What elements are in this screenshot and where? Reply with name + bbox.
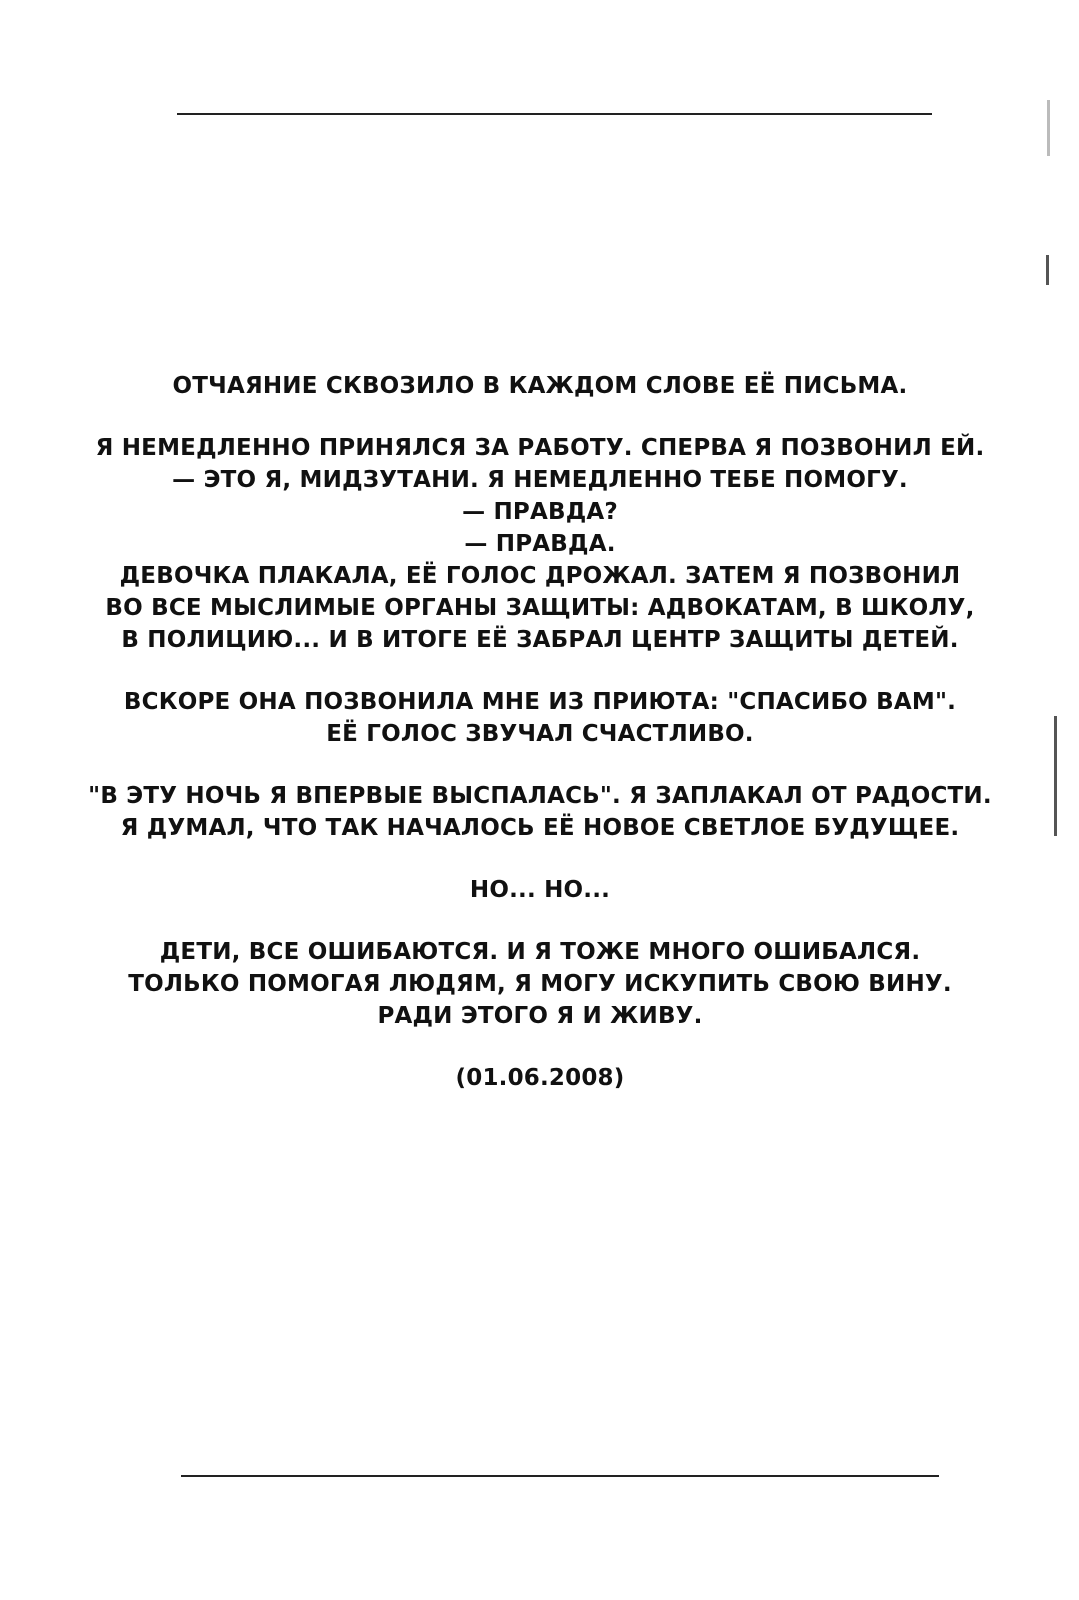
text-line: НО... НО... <box>469 877 611 903</box>
scan-edge-mark <box>1047 100 1050 156</box>
text-line: ОТЧАЯНИЕ СКВОЗИЛО В КАЖДОМ СЛОВЕ ЕЁ ПИСЬМА. <box>172 373 908 399</box>
scan-edge-mark <box>1046 255 1049 285</box>
bottom-divider <box>181 1475 939 1477</box>
text-line: ЕЁ ГОЛОС ЗВУЧАЛ СЧАСТЛИВО. <box>326 721 754 747</box>
text-line: ВО ВСЕ МЫСЛИМЫЕ ОРГАНЫ ЗАЩИТЫ: АДВОКАТАМ, В ШКОЛУ, <box>105 595 975 621</box>
text-line: В ПОЛИЦИЮ... И В ИТОГЕ ЕЁ ЗАБРАЛ ЦЕНТР ЗАЩИТЫ ДЕТЕЙ. <box>121 627 959 653</box>
paragraph-mistakes <box>40 936 1040 1032</box>
paragraph-but <box>40 874 1040 906</box>
text-line: РАДИ ЭТОГО Я И ЖИВУ. <box>377 1003 703 1029</box>
text-line: Я ДУМАЛ, ЧТО ТАК НАЧАЛОСЬ ЕЁ НОВОЕ СВЕТЛОЕ БУДУЩЕЕ. <box>120 815 960 841</box>
text-line: Я НЕМЕДЛЕННО ПРИНЯЛСЯ ЗА РАБОТУ. СПЕРВА Я ПОЗВОНИЛ ЕЙ. <box>95 435 985 461</box>
paragraph-shelter-call <box>40 686 1040 750</box>
text-line: ВСКОРЕ ОНА ПОЗВОНИЛА МНЕ ИЗ ПРИЮТА: "СПАСИБО ВАМ". <box>123 689 957 715</box>
letter-text <box>40 370 1040 1124</box>
text-line: — ПРАВДА. <box>464 531 616 557</box>
paragraph-first-sleep <box>40 780 1040 844</box>
text-line: — ПРАВДА? <box>462 499 618 525</box>
text-line: — ЭТО Я, МИДЗУТАНИ. Я НЕМЕДЛЕННО ТЕБЕ ПОМОГУ. <box>172 467 908 493</box>
paragraph-dialogue <box>40 432 1040 656</box>
text-line: "В ЭТУ НОЧЬ Я ВПЕРВЫЕ ВЫСПАЛАСЬ". Я ЗАПЛАКАЛ ОТ РАДОСТИ. <box>88 783 992 809</box>
scan-edge-mark <box>1054 716 1057 836</box>
text-line: ДЕВОЧКА ПЛАКАЛА, ЕЁ ГОЛОС ДРОЖАЛ. ЗАТЕМ Я ПОЗВОНИЛ <box>119 563 961 589</box>
letter-date: (01.06.2008) <box>455 1065 625 1091</box>
text-line: ДЕТИ, ВСЕ ОШИБАЮТСЯ. И Я ТОЖЕ МНОГО ОШИБАЛСЯ. <box>159 939 921 965</box>
paragraph-despair <box>40 370 1040 402</box>
top-divider <box>177 113 932 115</box>
text-line: ТОЛЬКО ПОМОГАЯ ЛЮДЯМ, Я МОГУ ИСКУПИТЬ СВОЮ ВИНУ. <box>128 971 952 997</box>
paragraph-date <box>40 1062 1040 1094</box>
